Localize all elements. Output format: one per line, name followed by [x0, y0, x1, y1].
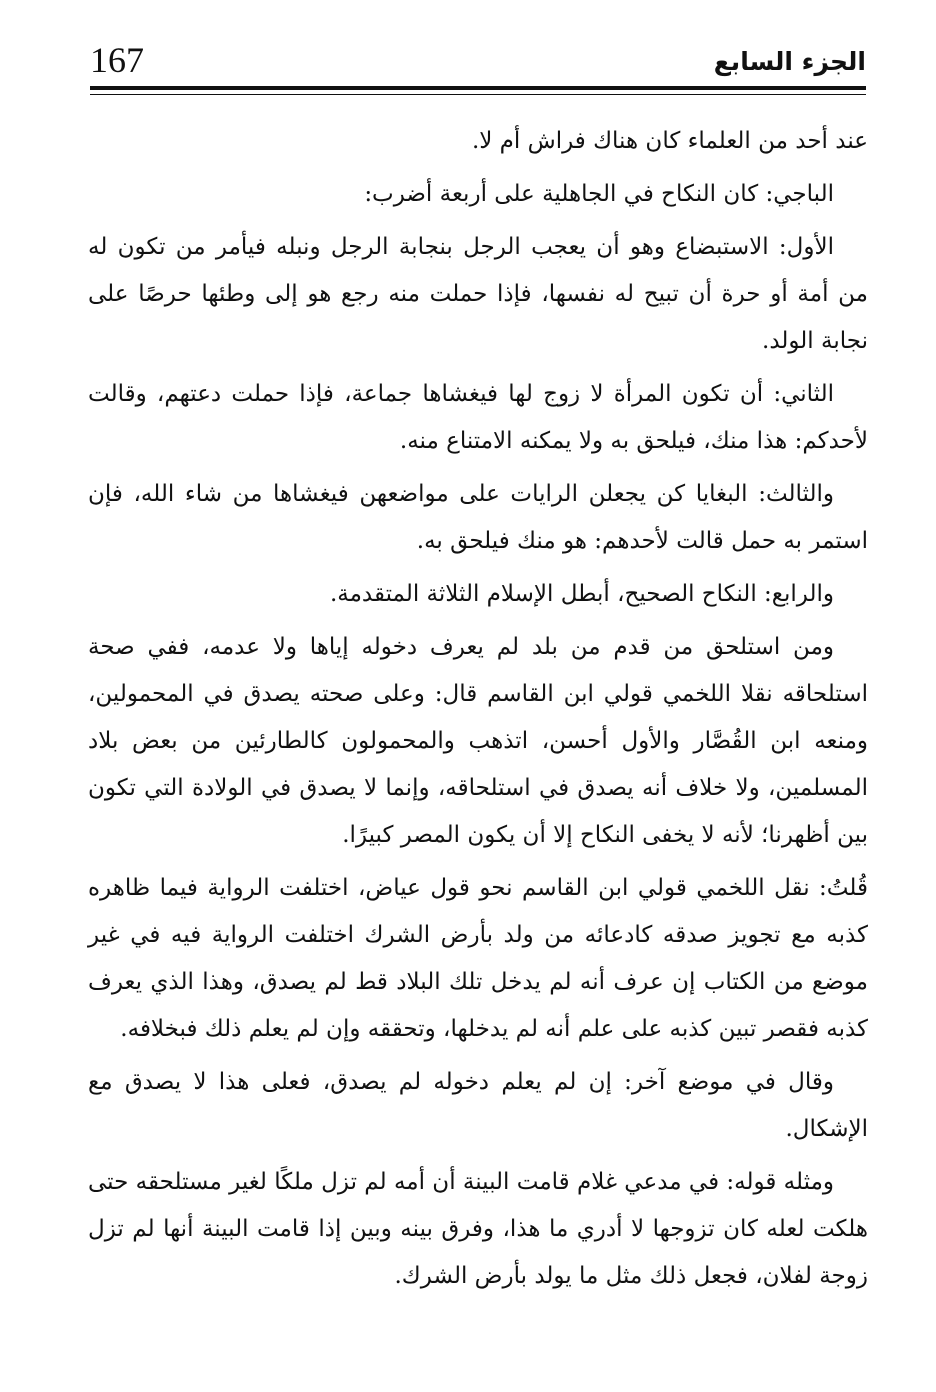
page-number: 167 [90, 40, 144, 80]
paragraph: ومن استلحق من قدم من بلد لم يعرف دخوله إياها ولا عدمه، ففي صحة استلحاقه نقلا اللخمي قولي ابن القاسم قال: وعلى صحته يصدق في المحمولين، ومنعه ابن القُصَّار والأول أحسن، اتذهب والمحمولون كالطارئين من بعض بلاد المسلمين، ولا خلاف أنه يصدق في استلحاقه، وإنما لا يصدق في الولادة التي تكون بين أظهرنا؛ لأنه لا يخفى النكاح إلا أن يكون المصر كبيرًا. [88, 634, 868, 848]
paragraph: والثالث: البغايا كن يجعلن الرايات على مواضعهن فيغشاها من شاء الله، فإن استمر به حمل قالت لأحدهم: هو منك فيلحق به. [88, 481, 868, 554]
paragraph: الباجي: كان النكاح في الجاهلية على أربعة أضرب: [364, 181, 834, 207]
header-rule-thick [90, 86, 866, 90]
header-rule-thin [90, 94, 866, 95]
body-text [88, 118, 868, 1306]
paragraph: ومثله قوله: في مدعي غلام قامت البينة أن أمه لم تزل ملكًا لغير مستلحقه حتى هلكت لعله كان تزوجها لا أدري ما هذا، وفرق بينه وبين إذا قامت البينة أنها لم تزل زوجة لفلان، فجعل ذلك مثل ما يولد بأرض الشرك. [88, 1169, 868, 1289]
paragraph: وقال في موضع آخر: إن لم يعلم دخوله لم يصدق، فعلى هذا لا يصدق مع الإشكال. [88, 1069, 868, 1142]
paragraph: الثاني: أن تكون المرأة لا زوج لها فيغشاها جماعة، فإذا حملت دعتهم، وقالت لأحدكم: هذا منك، فيلحق به ولا يمكنه الامتناع منه. [88, 381, 868, 454]
paragraph: قُلتُ: نقل اللخمي قولي ابن القاسم نحو قول عياض، اختلفت الرواية فيما ظاهره كذبه مع تجويز صدقه كادعائه من ولد بأرض الشرك اختلفت الرواية فيه في غير موضع من الكتاب إن عرف أنه لم يدخل تلك البلاد قط لم يصدق، وهذا الذي يعرف كذبه فقصر تبين كذبه على علم أنه لم يدخلها، وتحققه وإن لم يعلم ذلك فبخلافه. [88, 875, 868, 1042]
paragraph: عند أحد من العلماء كان هناك فراش أم لا. [471, 128, 868, 154]
paragraph: والرابع: النكاح الصحيح، أبطل الإسلام الثلاثة المتقدمة. [329, 581, 834, 607]
paragraph: الأول: الاستبضاع وهو أن يعجب الرجل بنجابة الرجل ونبله فيأمر من تكون له من أمة أو حرة أن تبيح له نفسها، فإذا حملت منه رجع هو إلى وطئها حرصًا على نجابة الولد. [88, 234, 868, 354]
running-head-volume: الجزء السابع [713, 47, 866, 76]
